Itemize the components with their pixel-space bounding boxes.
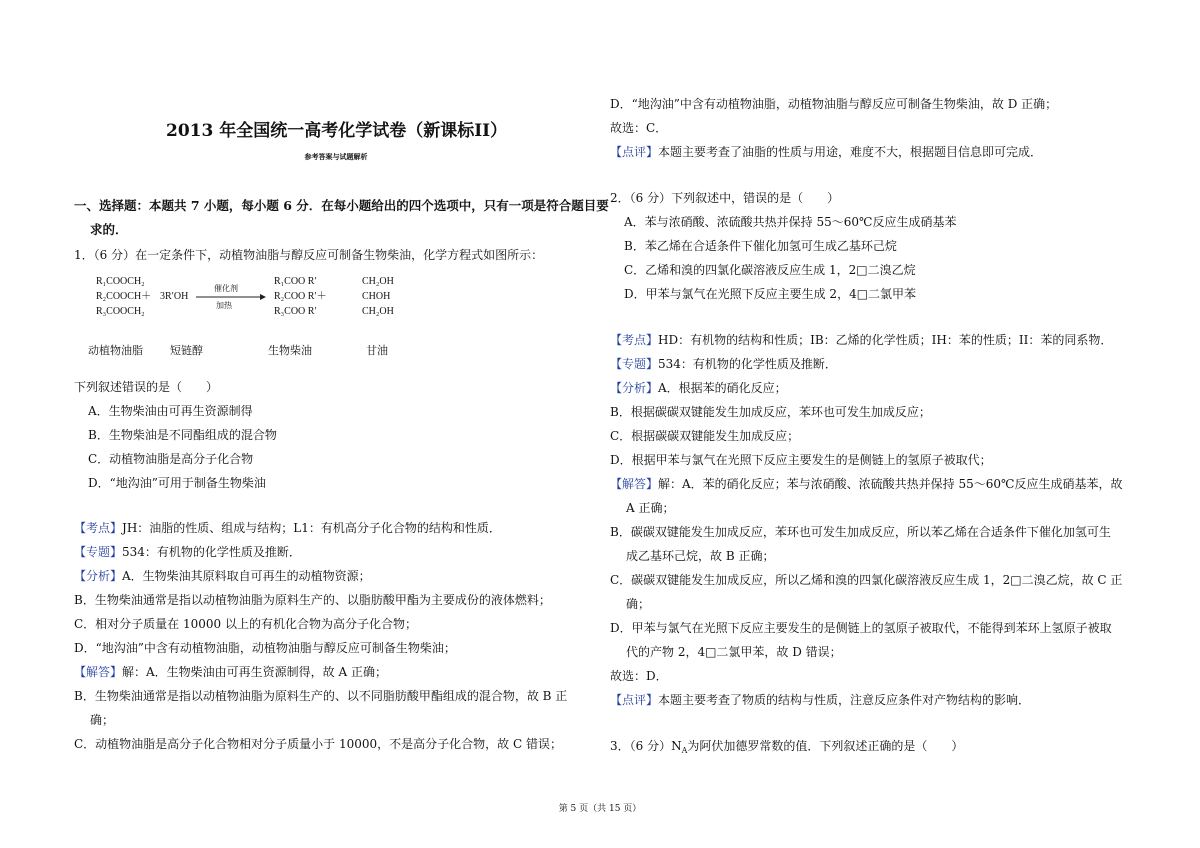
page-subtitle: 参考答案与试题解析 <box>304 152 368 161</box>
product-line-3: R₃COO R′ <box>274 306 317 317</box>
q2-stem: 2．（6 分）下列叙述中，错误的是（ ） <box>610 191 840 205</box>
q2-dianping <box>610 692 1030 708</box>
q1-jieda-line: B．生物柴油通常是指以动植物油脂为原料生产的、以不同脂肪酸甲酯组成的混合物，故 B 正 <box>74 689 568 703</box>
zhuanti-tag: 【专题】 <box>74 545 123 559</box>
glycerol-line-2: CHOH <box>362 291 391 302</box>
q1-option-a: A．生物柴油由可再生资源制得 <box>88 404 253 418</box>
kaodian-text: HD：有机物的结构和性质；IB：乙烯的化学性质；IH：苯的性质；II：苯的同系物． <box>658 333 1113 347</box>
q3-stem-subscript: A <box>681 746 688 755</box>
zhuanti-text: 534：有机物的化学性质及推断． <box>658 357 837 371</box>
q3-stem <box>610 738 963 759</box>
q1-stem: 1．（6 分）在一定条件下，动植物油脂与醇反应可制备生物柴油，化学方程式如图所示： <box>74 248 544 262</box>
jieda-text: 解：A．苯的硝化反应；苯与浓硝酸、浓硫酸共热并保持 55～60℃反应生成硝基苯，故 <box>658 477 1123 491</box>
reactant-line-1: R₁COOCH₂ <box>96 276 145 287</box>
page-footer: 第 5 页（共 15 页） <box>558 804 642 814</box>
q1-zhuanti <box>74 544 301 560</box>
q2-fenxi-line: B．根据碳碳双键能发生加成反应，苯环也可发生加成反应； <box>610 405 931 419</box>
kaodian-tag: 【考点】 <box>74 521 123 535</box>
q2-option-d: D．甲苯与氯气在光照下反应主要生成 2，4□二氯甲苯 <box>624 287 917 301</box>
q1-fenxi-line: B．生物柴油通常是指以动植物油脂为原料生产的、以脂肪酸甲酯为主要成份的液体燃料； <box>74 593 551 607</box>
q2-jieda-line: D．甲苯与氯气在光照下反应主要发生的是侧链上的氢原子被取代，不能得到苯环上氢原子被取 <box>610 621 1112 635</box>
q1-option-d: D．“地沟油”可用于制备生物柴油 <box>88 476 266 490</box>
q2-jieda-line: C．碳碳双键能发生加成反应，所以乙烯和溴的四氯化碳溶液反应生成 1，2□二溴乙烷，故 C 正 <box>610 573 1123 587</box>
q2-kaodian <box>610 332 1112 348</box>
q1-jieda-line: 确； <box>90 713 115 727</box>
q1-fenxi-line: C．相对分子质量在 10000 以上的有机化合物为高分子化合物； <box>74 617 417 631</box>
dianping-text: 本题主要考查了物质的结构与性质，注意反应条件对产物结构的影响． <box>658 693 1031 707</box>
q2-fenxi <box>610 380 787 396</box>
q2-jieda-line: 确； <box>626 597 651 611</box>
q2-option-a: A．苯与浓硝酸、浓硫酸共热并保持 55～60℃反应生成硝基苯 <box>624 215 957 229</box>
jieda-text: 解：A．生物柴油由可再生资源制得，故 A 正确； <box>122 665 387 679</box>
zhuanti-text: 534：有机物的化学性质及推断． <box>122 545 301 559</box>
section-heading-cont: 求的． <box>90 222 128 237</box>
q2-jieda-line: B．碳碳双键能发生加成反应，苯环也可发生加成反应，所以苯乙烯在合适条件下催化加氢可生 <box>610 525 1111 539</box>
q1-fenxi-line: D．“地沟油”中含有动植物油脂，动植物油脂与醇反应可制备生物柴油； <box>74 641 456 655</box>
fenxi-text: A．根据苯的硝化反应； <box>658 381 787 395</box>
q2-option-c: C．乙烯和溴的四氯化碳溶液反应生成 1，2□二溴乙烷 <box>624 263 916 277</box>
q2-option-b: B．苯乙烯在合适条件下催化加氢可生成乙基环己烷 <box>624 239 897 253</box>
q1-kaodian <box>74 520 501 536</box>
q2-zhuanti <box>610 356 837 372</box>
glycerol-line-3: CH₂OH <box>362 306 394 317</box>
q1-dianping <box>610 144 1042 160</box>
kaodian-tag: 【考点】 <box>610 333 659 347</box>
caption-oil: 动植物油脂 <box>88 344 143 357</box>
q3-stem-suffix: 为阿伏加德罗常数的值．下列叙述正确的是（ ） <box>687 739 964 753</box>
q2-fenxi-line: C．根据碳碳双键能发生加成反应； <box>610 429 800 443</box>
fenxi-tag: 【分析】 <box>610 381 659 395</box>
q1-answer: 故选：C． <box>610 121 668 135</box>
dianping-tag: 【点评】 <box>610 145 659 159</box>
q2-jieda-line: 成乙基环己烷，故 B 正确； <box>626 549 775 563</box>
q1-jieda <box>74 664 387 680</box>
q2-fenxi-line: D．根据甲苯与氯气在光照下反应主要发生的是侧链上的氢原子被取代； <box>610 453 992 467</box>
alcohol-formula: 3R′OH <box>160 291 189 302</box>
q2-answer: 故选：D． <box>610 669 668 683</box>
jieda-tag: 【解答】 <box>74 665 123 679</box>
product-line-1: R₁COO R′ <box>274 276 317 287</box>
q2-jieda-line: A 正确； <box>626 501 675 515</box>
reactant-line-2: R₂COOCH＋ <box>96 291 152 302</box>
caption-biodiesel: 生物柴油 <box>268 344 312 357</box>
caption-glycerol: 甘油 <box>366 344 388 357</box>
reaction-equation-figure <box>88 270 432 370</box>
q1-jieda-line: C．动植物油脂是高分子化合物相对分子质量小于 10000，不是高分子化合物，故 C 错误； <box>74 737 562 751</box>
q2-jieda <box>610 476 1122 492</box>
glycerol-line-1: CH₂OH <box>362 276 394 287</box>
section-heading: 一、选择题：本题共 7 小题，每小题 6 分．在每小题给出的四个选项中，只有一项是符合题目要 <box>74 198 609 213</box>
catalyst-label: 催化剂 <box>214 284 238 293</box>
q1-option-b: B．生物柴油是不同酯组成的混合物 <box>88 428 277 442</box>
dianping-text: 本题主要考查了油脂的性质与用途，难度不大，根据题目信息即可完成． <box>658 145 1043 159</box>
kaodian-text: JH：油脂的性质、组成与结构；L1：有机高分子化合物的结构和性质． <box>122 521 501 535</box>
q1-jieda-line-d: D．“地沟油”中含有动植物油脂，动植物油脂与醇反应可制备生物柴油，故 D 正确； <box>610 97 1058 111</box>
jieda-tag: 【解答】 <box>610 477 659 491</box>
reactant-line-3: R₃COOCH₂ <box>96 306 145 317</box>
zhuanti-tag: 【专题】 <box>610 357 659 371</box>
product-line-2: R₂COO R′＋ <box>274 291 327 302</box>
q1-option-c: C．动植物油脂是高分子化合物 <box>88 452 254 466</box>
fenxi-text: A．生物柴油其原料取自可再生的动植物资源； <box>122 569 371 583</box>
fenxi-tag: 【分析】 <box>74 569 123 583</box>
q2-jieda-line: 代的产物 2，4□二氯甲苯，故 D 错误； <box>626 645 842 659</box>
dianping-tag: 【点评】 <box>610 693 659 707</box>
page-title: 2013 年全国统一高考化学试卷（新课标II） <box>166 121 508 141</box>
q3-stem-prefix: 3．（6 分）N <box>610 739 682 753</box>
q1-question: 下列叙述错误的是（ ） <box>74 380 219 394</box>
condition-label: 加热 <box>216 301 232 310</box>
caption-alcohol: 短链醇 <box>170 344 203 357</box>
q1-fenxi <box>74 568 371 584</box>
